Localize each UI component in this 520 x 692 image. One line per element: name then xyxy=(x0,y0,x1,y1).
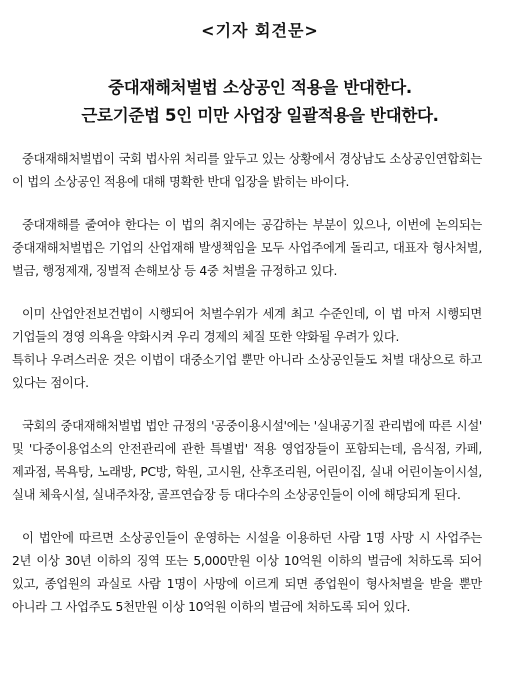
document-title-line-2: 근로기준법 5인 미만 사업장 일괄적용을 반대한다. xyxy=(81,106,439,125)
document-body xyxy=(12,148,482,639)
paragraph-penalties: 이 법안에 따르면 소상공인들이 운영하는 시설을 이용하던 사람 1명 사망 시 사업주는 2년 이상 30년 이하의 징역 또는 5,000만원 이상 10억원 이하의 벌금에 처하도록 되어 있고, 종업원의 과실로 사람 1명이 사망에 이르게 되면 종업원이 형사처벌을 받을 뿐만 아니라 그 사업주도 5천만원 이상 10억원 이하의 벌금에 처하도록 되어 있다. xyxy=(12,531,482,614)
paragraph-purpose: 중대재해를 줄여야 한다는 이 법의 취지에는 공감하는 부분이 있으나, 이번에 논의되는 중대재해처벌법은 기업의 산업재해 발생책임을 모두 사업주에게 돌리고, 대표자 형사처벌, 벌금, 행정제재, 징벌적 손해보상 등 4중 처벌을 규정하고 있다. xyxy=(12,218,482,278)
paragraph-public-facilities: 국회의 중대재해처벌법 법안 규정의 '공중이용시설'에는 '실내공기질 관리법에 따른 시설' 및 '다중이용업소의 안전관리에 관한 특별법' 적용 영업장들이 포함되는데, 음식점, 카페, 제과점, 목욕탕, 노래방, PC방, 학원, 고시원, 산후조리원, 어린이집, 실내 어린이놀이시설, 실내 체육시설, 실내주차장, 골프연습장 등 대다수의 소상공인들이 이에 해당되게 된다. xyxy=(12,419,482,502)
document-title-line-1: 중대재해처벌법 소상공인 적용을 반대한다. xyxy=(108,78,412,97)
document-header: <기자 회견문> xyxy=(201,21,319,40)
paragraph-intro: 중대재해처벌법이 국회 법사위 처리를 앞두고 있는 상황에서 경상남도 소상공인연합회는 이 법의 소상공인 적용에 대해 명확한 반대 입장을 밝히는 바이다. xyxy=(12,152,482,189)
paragraph-existing-law: 이미 산업안전보건법이 시행되어 처벌수위가 세계 최고 수준인데, 이 법 마저 시행되면 기업들의 경영 의욕을 약화시켜 우리 경제의 체질 또한 약화될 우려가 있다. xyxy=(12,307,482,344)
paragraph-concern: 특히나 우려스러운 것은 이법이 대중소기업 뿐만 아니라 소상공인들도 처벌 대상으로 하고 있다는 점이다. xyxy=(12,353,482,390)
